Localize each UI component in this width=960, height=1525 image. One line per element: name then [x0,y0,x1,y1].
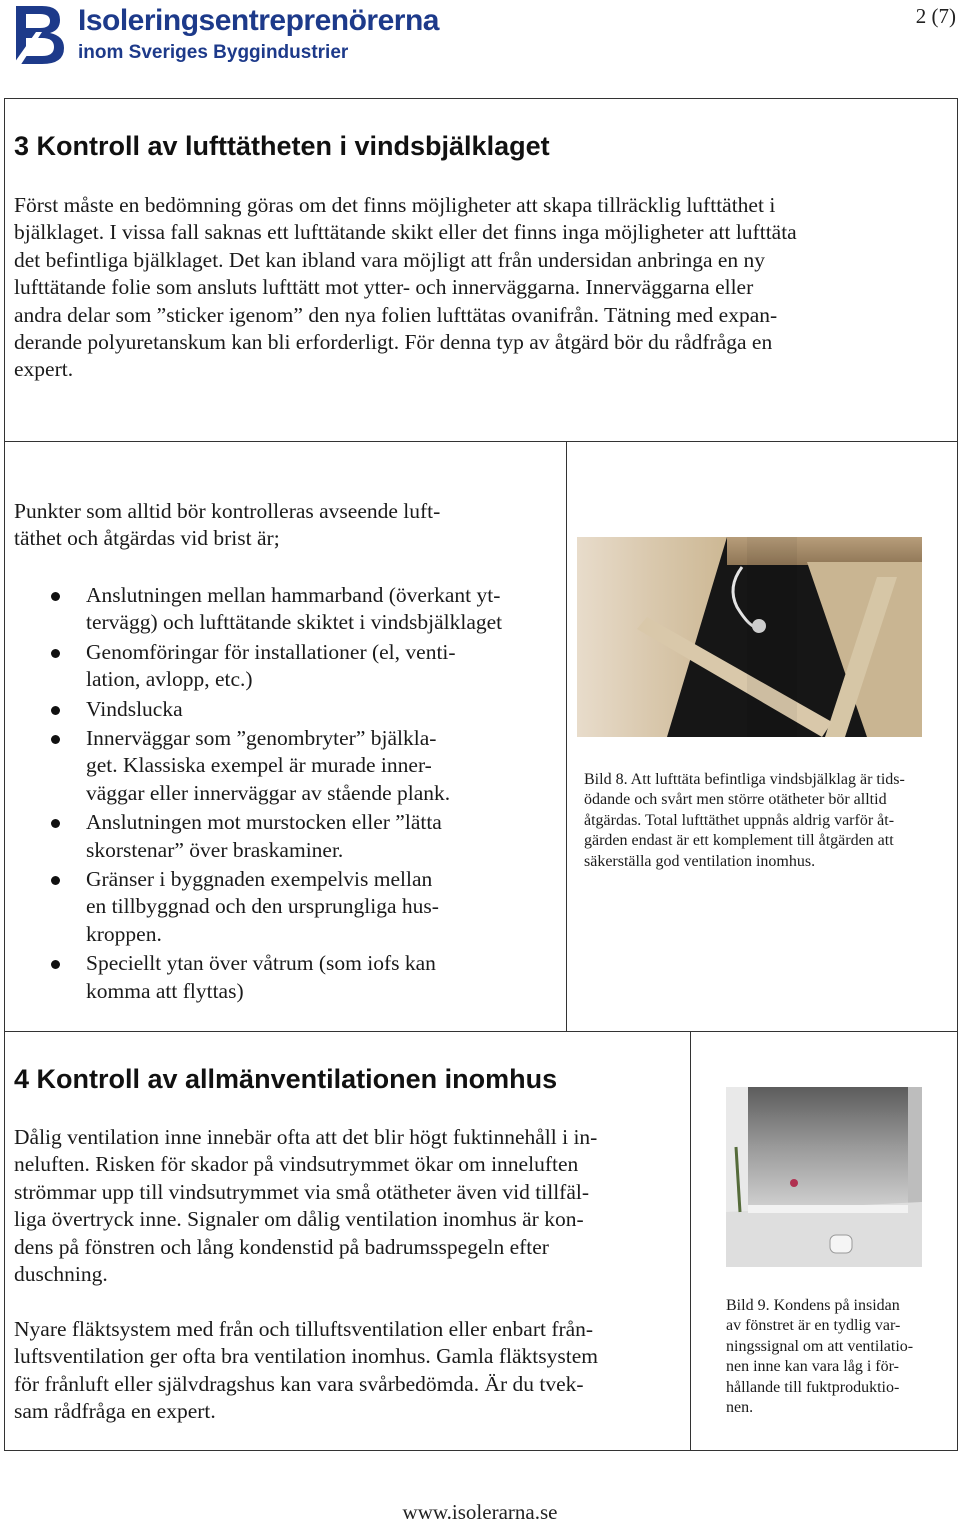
bullet-icon [51,592,60,601]
bullet-icon [51,735,60,744]
section-3-heading: 3 Kontroll av lufttätheten i vindsbjälklaget [14,131,550,161]
section-4-paragraph-1: Dålig ventilation inne innebär ofta att det blir högt fuktinnehåll i in- neluften. Risken för skador på vindsutrymmet ökar om inneluften strömmar upp till vindsutrymmet via små otätheter även vid tillfäl- liga övertryck inne. Signaler om dålig ventilation inomhus är kon- dens på fönstren och lång kondenstid på badrumsspegeln efter duschning. [14,1125,598,1287]
text-line: bjälklaget. I vissa fall saknas ett lufttätande skikt eller det finns inga möjligheter att lufttäta [14,220,797,245]
text-line: Först måste en bedömning göras om det finns möjligheter att skapa tillräcklig lufttäthet i [14,193,776,217]
section-4-divider [690,1031,691,1451]
bullet-icon [51,960,60,969]
logo-mark-icon [12,2,72,66]
section-4-heading: 4 Kontroll av allmänventilationen inomhus [14,1064,558,1094]
page-number: 2 (7) [915,4,956,28]
checklist-divider [566,441,567,1032]
window-condensation-photo [726,1087,922,1267]
text-line: expert. [14,357,74,382]
bullet-icon [51,819,60,828]
company-logo [12,2,439,68]
logo-subtitle: inom Sveriges Byggindustrier [78,42,349,63]
attic-floor-photo [577,537,922,737]
text-line: andra delar som ”sticker igenom” den nya folien lufttätas ovanifrån. Tätning med expan- [14,302,778,327]
list-item: Genomföringar för installationer (el, venti- lation, avlopp, etc.) [14,639,566,694]
text-line: det befintliga bjälklaget. Det kan ibland vara möjligt att från undersidan anbringa en ny [14,247,766,272]
section-3-text [14,192,954,384]
figure-8-caption: Bild 8. Att lufttäta befintliga vindsbjälklag är tids- ödande och svårt men större otätheter bör alltid åtgärdas. Total lufttäthet uppnås aldrig varför åt- gärden endast är ett komplement till åtgärden att säkerställa god ventilation inomhus. [584,771,905,870]
text-line: derande polyuretanskum kan bli erforderligt. För denna typ av åtgärd bör du rådfråga en [14,330,773,355]
list-item: Anslutningen mellan hammarband (överkant yt- tervägg) och lufttätande skiktet i vindsbjälklaget [14,582,566,637]
checklist-intro: Punkter som alltid bör kontrolleras avseende luft- täthet och åtgärdas vid brist är; [14,499,441,551]
bullet-icon [51,706,60,715]
section-4-paragraph-2: Nyare fläktsystem med från och tilluftsventilation eller enbart från- luftsventilation ger ofta bra ventilation inomhus. Gamla fläktsystem för frånluft eller självdragshus kan vara svårbedömda. Är du tvek- sam rådfråga en expert. [14,1317,598,1424]
list-item: Vindslucka [14,696,566,723]
footer-url[interactable]: www.isolerarna.se [402,1500,558,1524]
list-item: Anslutningen mot murstocken eller ”lätta skorstenar” över braskaminer. [14,809,566,864]
bullet-icon [51,649,60,658]
bullet-icon [51,876,60,885]
list-item: Innerväggar som ”genombryter” bjälkla- get. Klassiska exempel är murade inner- väggar eller innerväggar av stående plank. [14,725,566,807]
list-item: Speciellt ytan över våtrum (som iofs kan komma att flyttas) [14,950,566,1005]
text-line: lufttätande folie som ansluts lufttätt mot ytter- och innerväggarna. Innerväggarna eller [14,275,754,300]
checklist-list [14,582,566,1007]
logo-title: Isoleringsentreprenörerna [78,4,439,37]
list-item: Gränser i byggnaden exempelvis mellan en tillbyggnad och den ursprungliga hus- kroppen. [14,866,566,948]
figure-9-caption: Bild 9. Kondens på insidan av fönstret är en tydlig var- ningssignal om att ventilatio- nen inne kan vara låg i för- hållande till fuktproduktio- nen. [726,1297,914,1417]
